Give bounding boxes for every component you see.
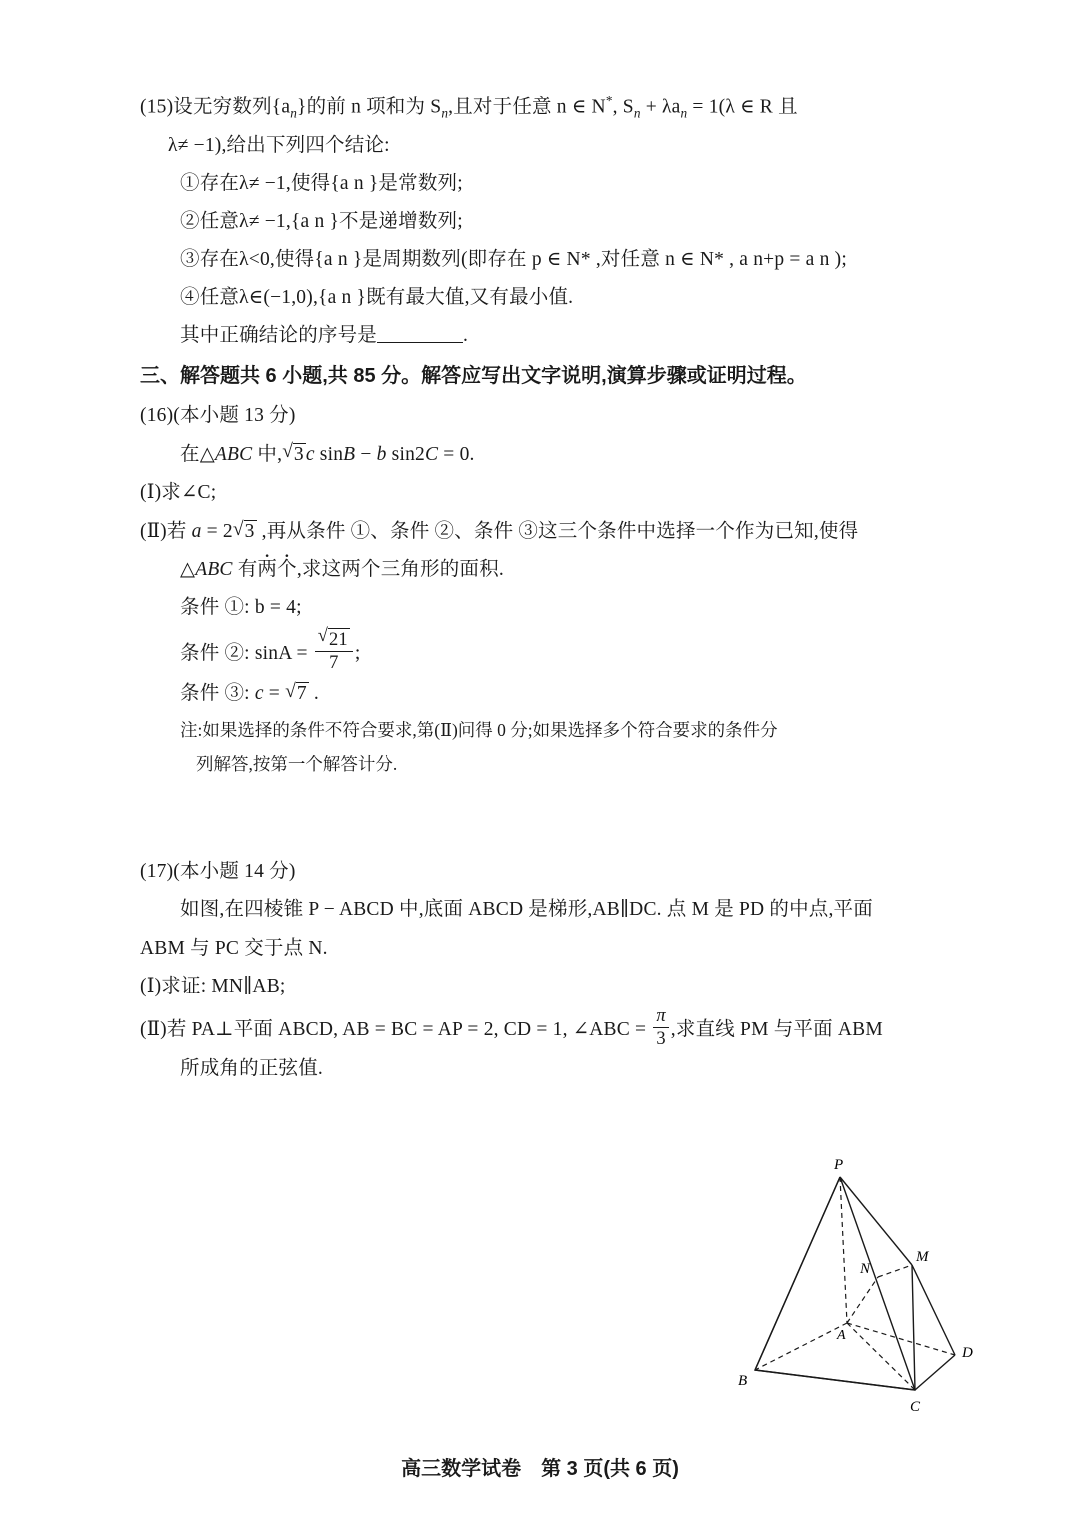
q15-option-4: ④任意λ∈(−1,0),{a n }既有最大值,又有最小值. — [180, 286, 574, 308]
q17-part-2-line2: 所成角的正弦值. — [180, 1058, 323, 1080]
q15-stem-line1 — [140, 88, 950, 127]
q15-option-2: ②任意λ≠ −1,{a n }不是递增数列; — [180, 210, 463, 232]
q15-stem-d: , S — [612, 96, 634, 118]
fraction-sqrt21-over-7: √ $\frac{21}{7}$ — [315, 627, 353, 675]
q16-note-line1: 注:如果选择的条件不符合要求,第(Ⅱ)问得 0 分;如果选择多个符合要求的条件分 — [180, 720, 778, 741]
q17-part-1: (Ⅰ)求证: MN∥AB; — [140, 975, 286, 997]
q15-sub-n4: n — [680, 105, 688, 121]
q15-option-3: ③存在λ<0,使得{a n }是周期数列(即存在 p ∈ N* ,对任意 n ∈ N* , a n+p = a n ); — [180, 248, 847, 270]
sqrt-21-icon: √ 21 — [318, 627, 350, 651]
q15-stem-f: = 1(λ ∈ R 且 — [687, 96, 798, 118]
q15-option-1: ①存在λ≠ −1,使得{a n }是常数列; — [180, 172, 463, 194]
q16-condition-1: 条件 ①: b = 4; — [180, 596, 302, 618]
section-heading: 三、解答题共 6 小题,共 85 分。解答应写出文字说明,演算步骤或证明过程。 — [140, 364, 807, 387]
q17-stem-line2: ABM 与 PC 交于点 N. — [140, 937, 328, 959]
page-footer: 高三数学试卷 第 3 页(共 6 页) — [401, 1458, 679, 1480]
q15-sub-n2: n — [441, 105, 449, 121]
q15-sub-n3: n — [633, 105, 641, 121]
q16-number: (16)(本小题 13 分) — [140, 404, 296, 426]
q16-condition-2-tail: ; — [354, 642, 361, 664]
q16-note-line2: 列解答,按第一个解答计分. — [196, 754, 398, 775]
q16-part-2-line2: △ABC 有两个,求这两个三角形的面积. — [180, 558, 504, 580]
figure-label-C: C — [910, 1399, 921, 1415]
figure-label-B: B — [738, 1373, 748, 1389]
q17-part-2-text: (Ⅱ)若 PA⊥平面 ABCD, AB = BC = AP = 2, CD = 1, ∠ABC = — [140, 1018, 647, 1040]
sqrt-7-icon: √ 7 — [285, 674, 309, 713]
spacer — [140, 781, 950, 853]
figure-label-N: N — [860, 1261, 871, 1277]
q15-stem-b: }的前 n 项和为 S — [297, 96, 442, 118]
sqrt-3-icon: √ 3 — [282, 435, 306, 474]
q15-stem-line2: λ≠ −1),给出下列四个结论: — [168, 134, 390, 156]
q16-stem: 在△ABC 中, √ 3 c sinB − b sin2C = 0. — [140, 435, 950, 474]
q17-part-2-tail: ,求直线 PM 与平面 ABM — [670, 1018, 883, 1040]
q15-stem-a: (15)设无穷数列{a — [140, 96, 291, 118]
q16-condition-2-label: 条件 ②: sinA = — [180, 642, 308, 664]
q15-stem-c: ,且对于任意 n ∈ N — [448, 96, 606, 118]
page-content — [140, 88, 950, 1088]
q15-sub-n1: n — [290, 105, 298, 121]
q16-part-1: (Ⅰ)求∠C; — [140, 481, 217, 503]
figure-label-A: A — [837, 1328, 846, 1343]
q15-sup-star: * — [605, 93, 613, 108]
q15-answer-prompt: 其中正确结论的序号是 — [180, 324, 378, 346]
figure-label-M: M — [916, 1249, 929, 1265]
q15-answer-line — [140, 317, 950, 355]
q15-answer-tail: . — [463, 324, 469, 346]
q17-number: (17)(本小题 14 分) — [140, 861, 296, 883]
q17-stem-line1: 如图,在四棱锥 P − ABCD 中,底面 ABCD 是梯形,AB∥DC. 点 M 是 PD 的中点,平面 — [180, 899, 873, 921]
q15-stem-e: + λa — [640, 96, 681, 118]
q16-part-2-line1: (Ⅱ)若 a = 2 √ 3 ,再从条件 ①、条件 ②、条件 ③这三个条件中选择一个作为已知,使得 — [140, 512, 950, 551]
fraction-pi-over-3: $\frac{\pi}{3}$ — [653, 1006, 668, 1051]
sqrt-3b-icon: √ 3 — [233, 512, 257, 551]
geometry-figure-pyramid — [700, 1155, 1030, 1445]
q16-condition-2 — [140, 627, 950, 675]
answer-blank[interactable] — [377, 323, 463, 343]
figure-label-D: D — [962, 1345, 973, 1361]
q17-part-2-line1 — [140, 1006, 950, 1051]
figure-svg — [700, 1155, 1030, 1445]
figure-label-P: P — [834, 1157, 844, 1173]
q16-condition-3: 条件 ③: c = √ 7 . — [140, 674, 950, 713]
